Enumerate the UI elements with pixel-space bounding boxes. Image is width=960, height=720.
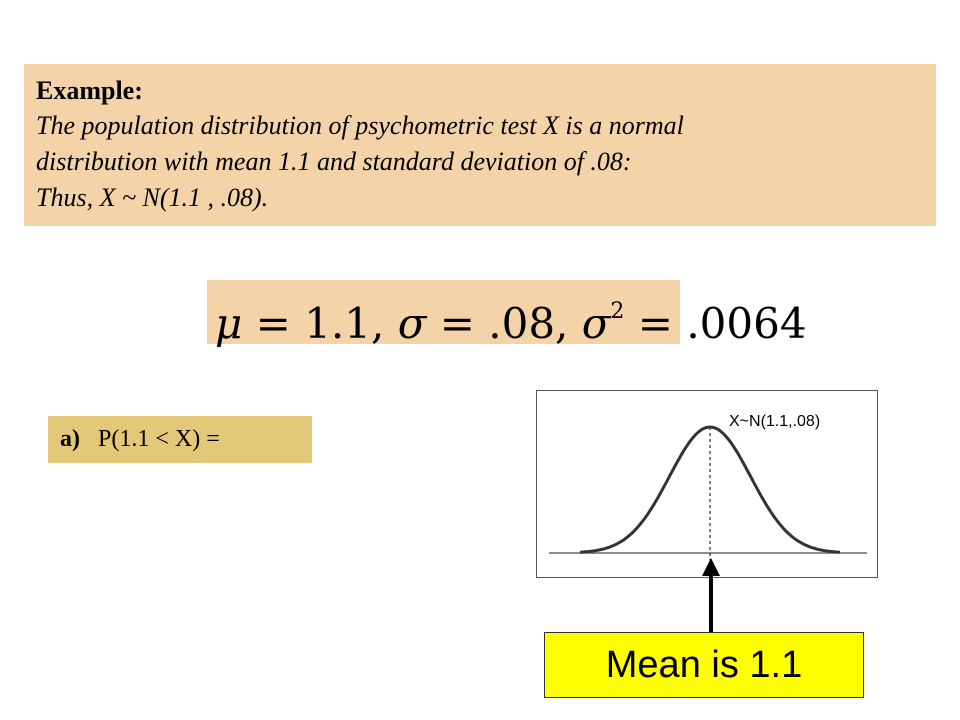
example-box (24, 64, 936, 226)
sigma-squared-exponent: 2 (610, 299, 625, 324)
arrow-shaft (709, 574, 713, 634)
question-box (48, 416, 312, 463)
normal-curve-svg (537, 391, 879, 579)
formula (215, 284, 807, 352)
arrow-up-icon (700, 556, 722, 578)
mu-value: = 1.1, (242, 299, 398, 348)
mean-callout-text: Mean is 1.1 (605, 643, 803, 686)
question-label: a) (60, 426, 80, 452)
sigma-squared-value: = .0064 (624, 299, 807, 348)
example-line: The population distribution of psychometric test X is a normal (36, 111, 684, 140)
mu-symbol: μ (215, 299, 243, 348)
example-line: distribution with mean 1.1 and standard deviation of .08: (36, 147, 632, 176)
formula-box (207, 280, 807, 348)
normal-curve-chart (536, 390, 878, 578)
chart-label: X~N(1.1,.08) (729, 413, 821, 430)
question-text: P(1.1 < X) = (98, 426, 220, 452)
example-line: Thus, X ~ N(1.1 , .08). (36, 183, 269, 212)
mean-callout (544, 632, 864, 698)
sigma-symbol: σ (397, 299, 427, 348)
sigma-squared-symbol: σ (581, 299, 611, 348)
example-heading: Example: (36, 76, 143, 105)
sigma-value: = .08, (426, 299, 582, 348)
